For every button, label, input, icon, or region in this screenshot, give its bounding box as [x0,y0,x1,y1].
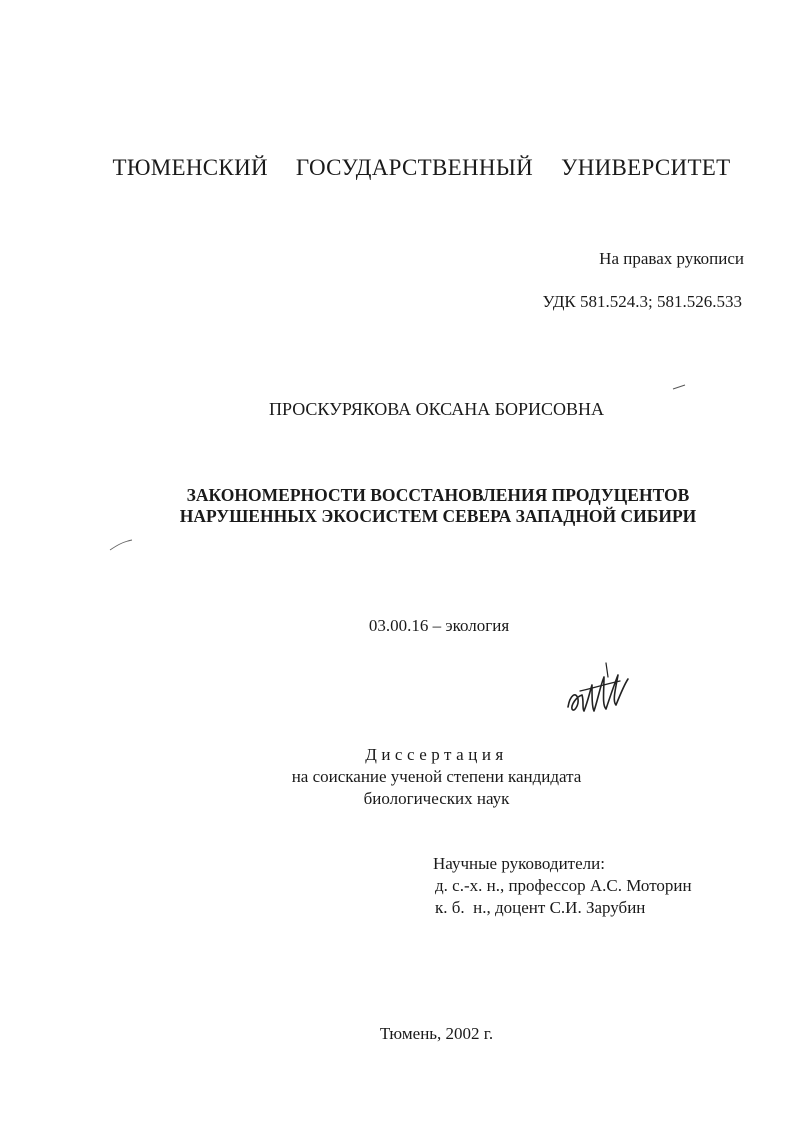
author-name: ПРОСКУРЯКОВА ОКСАНА БОРИСОВНА [268,399,605,419]
place-and-year: Тюмень, 2002 г. [379,1024,494,1043]
advisor-1: д. с.-х. н., профессор А.С. Моторин [435,876,692,895]
manuscript-note: На правах рукописи [599,249,744,268]
science-field: биологических наук [363,789,510,808]
udc-code: УДК 581.524.3; 581.526.533 [542,292,742,311]
advisors-block [433,853,692,919]
title-line-2: НАРУШЕННЫХ ЭКОСИСТЕМ СЕВЕРА ЗАПАДНОЙ СИБИРИ [179,506,697,526]
advisors-heading: Научные руководители: [433,854,605,873]
specialty-code: 03.00.16 – экология [368,616,510,635]
handwritten-signature [562,655,632,725]
dissertation-heading: Диссертация [365,745,508,764]
university-name: ТЮМЕНСКИЙ ГОСУДАРСТВЕННЫЙ УНИВЕРСИТЕТ [112,155,731,180]
dissertation-info [0,744,793,810]
dissertation-title [0,485,793,527]
scan-artifact-mark [108,538,134,552]
scan-artifact-mark [672,384,686,390]
advisor-2: к. б. н., доцент С.И. Зарубин [435,898,646,917]
title-line-1: ЗАКОНОМЕРНОСТИ ВОССТАНОВЛЕНИЯ ПРОДУЦЕНТОВ [186,485,690,505]
degree-line: на соискание ученой степени кандидата [291,767,582,786]
